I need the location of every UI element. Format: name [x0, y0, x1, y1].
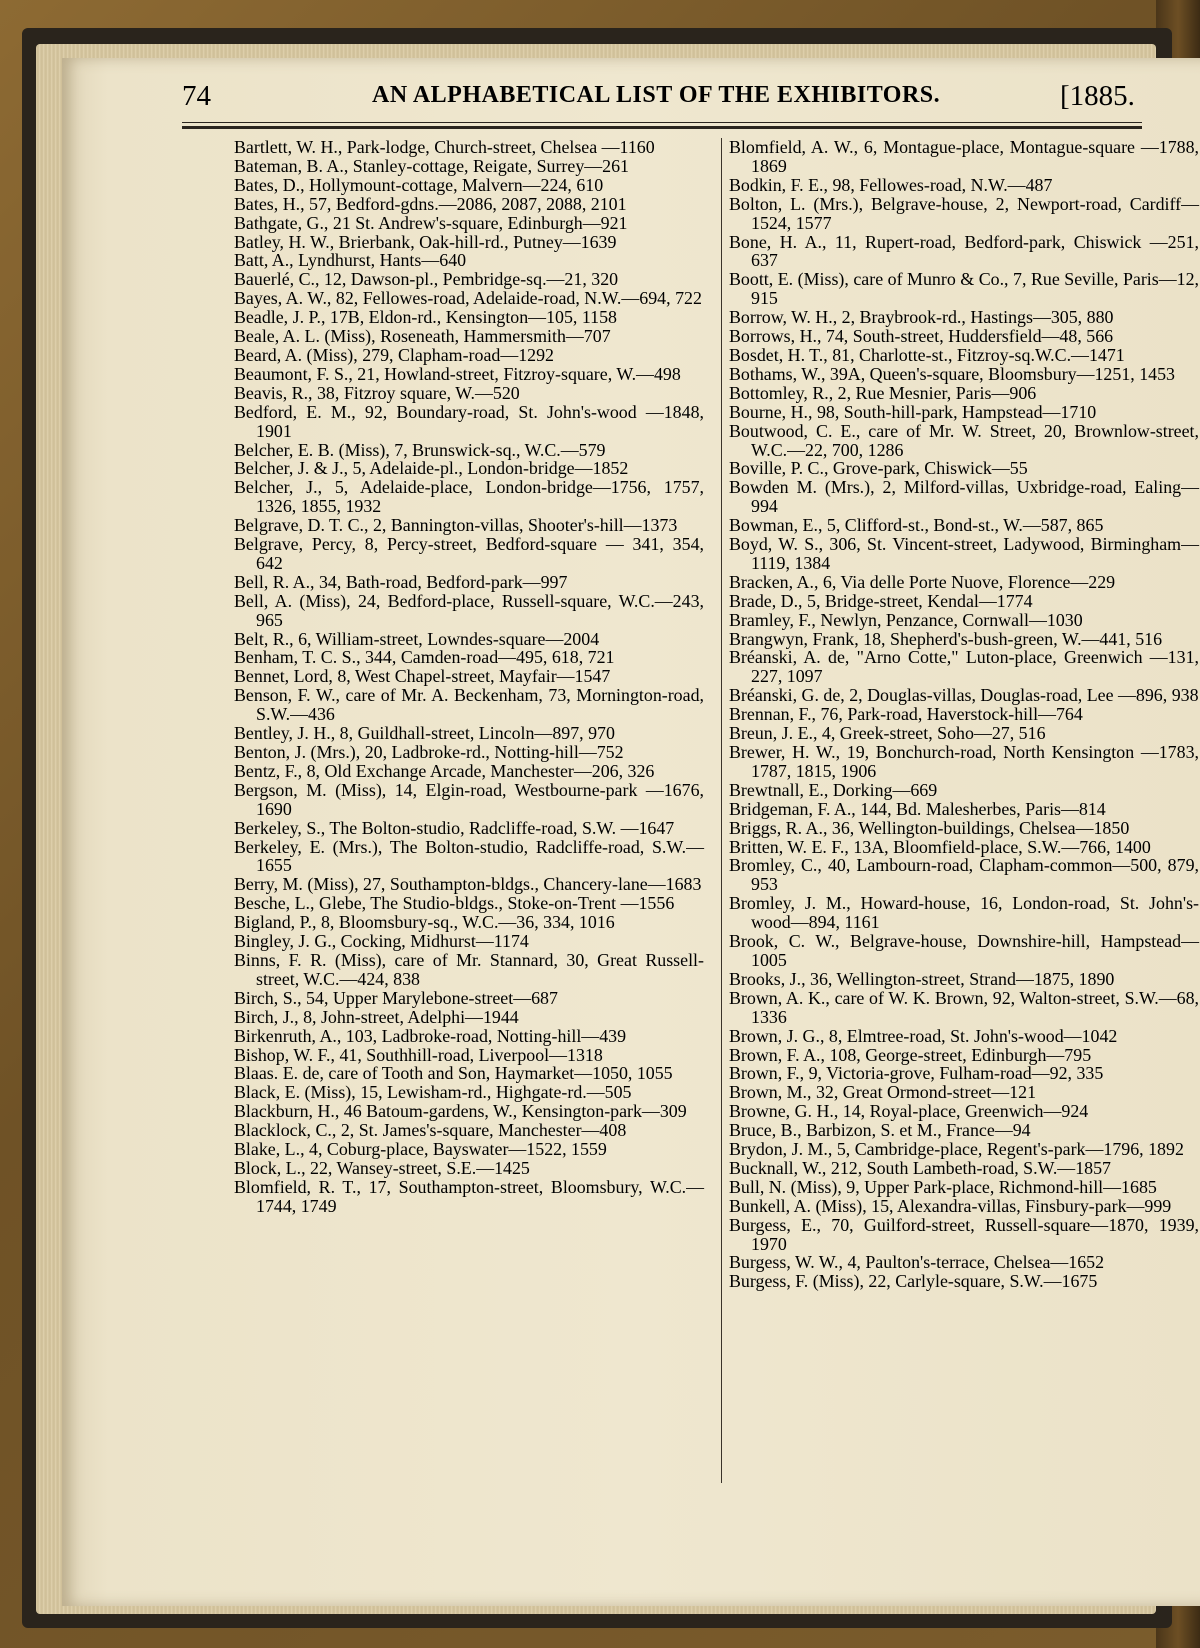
exhibitor-entry: Bateman, B. A., Stanley-cottage, Reigate, Surrey—261: [234, 155, 629, 176]
year-label: [1885.: [1060, 80, 1135, 112]
exhibitor-entry: Bartlett, W. H., Park-lodge, Church-street, Chelsea —1160: [234, 137, 655, 157]
exhibitor-entry: Bentley, J. H., 8, Guildhall-street, Lincoln—897, 970: [234, 723, 615, 744]
exhibitor-entry: Breun, J. E., 4, Greek-street, Soho—27, 516: [729, 723, 1046, 744]
exhibitor-entry: Blomfield, R. T., 17, Southampton-street, Bloomsbury, W.C.—1744, 1749: [234, 1176, 704, 1216]
exhibitor-entry: Blaas. E. de, care of Tooth and Son, Haymarket—1050, 1055: [234, 1063, 673, 1084]
exhibitor-entry: Batt, A., Lyndhurst, Hants—640: [234, 250, 467, 271]
exhibitor-entry: Bolton, L. (Mrs.), Belgrave-house, 2, Newport-road, Cardiff—1524, 1577: [729, 193, 1199, 233]
exhibitor-entry: Brewtnall, E., Dorking—669: [729, 779, 938, 800]
exhibitor-entry: Birkenruth, A., 103, Ladbroke-road, Notting-hill—439: [234, 1025, 627, 1046]
page-number: 74: [182, 80, 211, 112]
exhibitor-entry: Boville, P. C., Grove-park, Chiswick—55: [729, 458, 1028, 479]
exhibitor-entry: Bayes, A. W., 82, Fellowes-road, Adelaide-road, N.W.—694, 722: [234, 288, 702, 309]
exhibitor-entry: Bates, D., Hollymount-cottage, Malvern—224, 610: [234, 174, 604, 195]
exhibitor-entry: Beavis, R., 38, Fitzroy square, W.—520: [234, 382, 520, 403]
exhibitor-entry: Borrow, W. H., 2, Braybrook-rd., Hastings—305, 880: [729, 307, 1114, 328]
exhibitor-entry: Blacklock, C., 2, St. James's-square, Manchester—408: [234, 1120, 627, 1141]
exhibitor-entry: Block, L., 22, Wansey-street, S.E.—1425: [234, 1157, 530, 1178]
exhibitor-entry: Brennan, F., 76, Park-road, Haverstock-hill—764: [729, 704, 1083, 725]
exhibitor-entry: Burgess, F. (Miss), 22, Carlyle-square, S.W.—1675: [729, 1271, 1098, 1292]
exhibitor-entry: Brook, C. W., Belgrave-house, Downshire-hill, Hampstead—1005: [729, 931, 1199, 970]
exhibitor-entry: Bramley, F., Newlyn, Penzance, Cornwall—1030: [729, 609, 1083, 630]
exhibitor-entry: Boyd, W. S., 306, St. Vincent-street, Ladywood, Birmingham—1119, 1384: [729, 534, 1199, 573]
exhibitor-entry: Berkeley, S., The Bolton-studio, Radcliffe-road, S.W. —1647: [234, 817, 675, 838]
exhibitor-entry: Belgrave, Percy, 8, Percy-street, Bedford-square — 341, 354, 642: [234, 534, 704, 573]
exhibitor-entry: Bothams, W., 39A, Queen's-square, Bloomsbury—1251, 1453: [729, 363, 1175, 384]
exhibitor-entry: Bottomley, R., 2, Rue Mesnier, Paris—906: [729, 382, 1037, 403]
exhibitor-entry: Bréanski, A. de, "Arno Cotte," Luton-place, Greenwich —131, 227, 1097: [729, 647, 1199, 687]
exhibitor-entry: Belgrave, D. T. C., 2, Bannington-villas, Shooter's-hill—1373: [234, 515, 678, 536]
exhibitor-entry: Bosdet, H. T., 81, Charlotte-st., Fitzroy-sq.W.C.—1471: [729, 344, 1125, 365]
exhibitor-entry: Blake, L., 4, Coburg-place, Bayswater—1522, 1559: [234, 1139, 607, 1160]
exhibitor-entry: Bucknall, W., 212, South Lambeth-road, S.W.—1857: [729, 1157, 1111, 1178]
exhibitor-entry: Bodkin, F. E., 98, Fellowes-road, N.W.—487: [729, 174, 1053, 195]
exhibitor-entry: Bennet, Lord, 8, West Chapel-street, Mayfair—1547: [234, 666, 611, 687]
exhibitor-entry: Bingley, J. G., Cocking, Midhurst—1174: [234, 931, 529, 952]
exhibitor-entry: Bone, H. A., 11, Rupert-road, Bedford-park, Chiswick —251, 637: [729, 231, 1199, 271]
exhibitor-entry: Bridgeman, F. A., 144, Bd. Malesherbes, Paris—814: [729, 798, 1106, 819]
exhibitor-entry: Brangwyn, Frank, 18, Shepherd's-bush-green, W.—441, 516: [729, 628, 1163, 649]
exhibitor-entry: Bergson, M. (Miss), 14, Elgin-road, Westbourne-park —1676, 1690: [234, 779, 704, 819]
column-divider: [721, 138, 722, 1483]
exhibitor-entry: Beadle, J. P., 17B, Eldon-rd., Kensington—105, 1158: [234, 307, 617, 328]
exhibitor-entry: Brown, F. A., 108, George-street, Edinburgh—795: [729, 1044, 1092, 1065]
exhibitor-entry: Brown, M., 32, Great Ormond-street—121: [729, 1082, 1037, 1103]
exhibitor-entry: Bull, N. (Miss), 9, Upper Park-place, Richmond-hill—1685: [729, 1176, 1157, 1197]
exhibitor-entry: Bowden M. (Mrs.), 2, Milford-villas, Uxbridge-road, Ealing—994: [729, 477, 1199, 517]
exhibitor-entry: Brooks, J., 36, Wellington-street, Strand—1875, 1890: [729, 968, 1115, 989]
exhibitor-entry: Black, E. (Miss), 15, Lewisham-rd., Highgate-rd.—505: [234, 1082, 632, 1103]
exhibitor-entry: Beaumont, F. S., 21, Howland-street, Fitzroy-square, W.—498: [234, 363, 681, 384]
exhibitor-entry: Bourne, H., 98, South-hill-park, Hampstead—1710: [729, 401, 1097, 422]
exhibitor-entry: Bréanski, G. de, 2, Douglas-villas, Douglas-road, Lee —896, 938: [729, 685, 1199, 706]
exhibitor-entry: Boott, E. (Miss), care of Munro & Co., 7, Rue Seville, Paris—12, 915: [729, 269, 1199, 309]
exhibitor-entry: Blackburn, H., 46 Batoum-gardens, W., Kensington-park—309: [234, 1101, 687, 1122]
exhibitor-entry: Batley, H. W., Brierbank, Oak-hill-rd., Putney—1639: [234, 231, 617, 252]
exhibitor-entry: Boutwood, C. E., care of Mr. W. Street, 20, Brownlow-street, W.C.—22, 700, 1286: [729, 420, 1199, 460]
exhibitor-entry: Burgess, E., 70, Guilford-street, Russell-square—1870, 1939, 1970: [729, 1214, 1199, 1254]
exhibitor-entry: Benson, F. W., care of Mr. A. Beckenham, 73, Mornington-road, S.W.—436: [234, 685, 704, 725]
running-title: AN ALPHABETICAL LIST OF THE EXHIBITORS.: [372, 82, 941, 108]
exhibitor-entry: Binns, F. R. (Miss), care of Mr. Stannard, 30, Great Russell-street, W.C.—424, 838: [234, 949, 704, 989]
exhibitor-entry: Birch, S., 54, Upper Marylebone-street—687: [234, 987, 558, 1008]
exhibitor-entry: Belcher, J. & J., 5, Adelaide-pl., London-bridge—1852: [234, 458, 629, 479]
exhibitor-entry: Belcher, E. B. (Miss), 7, Brunswick-sq., W.C.—579: [234, 439, 606, 460]
exhibitor-entry: Bowman, E., 5, Clifford-st., Bond-st., W.—587, 865: [729, 515, 1104, 536]
exhibitor-entry: Berkeley, E. (Mrs.), The Bolton-studio, Radcliffe-road, S.W.—1655: [234, 836, 704, 876]
exhibitor-entry: Beale, A. L. (Miss), Roseneath, Hammersmith—707: [234, 326, 611, 347]
page-header: [182, 72, 1182, 122]
exhibitor-entry: Bell, R. A., 34, Bath-road, Bedford-park—997: [234, 571, 568, 592]
exhibitor-entry: Bates, H., 57, Bedford-gdns.—2086, 2087, 2088, 2101: [234, 193, 627, 214]
exhibitor-entry: Birch, J., 8, John-street, Adelphi—1944: [234, 1006, 519, 1027]
exhibitor-entry: Brown, J. G., 8, Elmtree-road, St. John's-wood—1042: [729, 1025, 1118, 1046]
exhibitor-entry: Benham, T. C. S., 344, Camden-road—495, 618, 721: [234, 647, 615, 668]
exhibitor-entry: Brown, F., 9, Victoria-grove, Fulham-road—92, 335: [729, 1063, 1104, 1084]
exhibitor-entry: Besche, L., Glebe, The Studio-bldgs., Stoke-on-Trent —1556: [234, 893, 675, 914]
exhibitor-entry: Burgess, W. W., 4, Paulton's-terrace, Chelsea—1652: [729, 1252, 1105, 1273]
exhibitor-entry: Brade, D., 5, Bridge-street, Kendal—1774: [729, 590, 1033, 611]
exhibitor-entry: Beard, A. (Miss), 279, Clapham-road—1292: [234, 344, 554, 365]
exhibitor-entry: Britten, W. E. F., 13A, Bloomfield-place, S.W.—766, 1400: [729, 836, 1151, 857]
exhibitor-entry: Bromley, J. M., Howard-house, 16, London-road, St. John's-wood—894, 1161: [729, 893, 1199, 933]
exhibitor-entry: Bathgate, G., 21 St. Andrew's-square, Edinburgh—921: [234, 212, 628, 233]
exhibitor-entry: Bauerlé, C., 12, Dawson-pl., Pembridge-sq.—21, 320: [234, 269, 619, 290]
exhibitor-entry: Brydon, J. M., 5, Cambridge-place, Regent's-park—1796, 1892: [729, 1139, 1184, 1160]
left-column: [234, 138, 704, 1216]
header-rule-thick: [182, 126, 1142, 129]
exhibitor-entry: Berry, M. (Miss), 27, Southampton-bldgs., Chancery-lane—1683: [234, 874, 702, 895]
exhibitor-entry: Bunkell, A. (Miss), 15, Alexandra-villas, Finsbury-park—999: [729, 1195, 1172, 1216]
right-column: [729, 138, 1199, 1291]
exhibitor-entry: Browne, G. H., 14, Royal-place, Greenwich—924: [729, 1101, 1089, 1122]
exhibitor-entry: Belt, R., 6, William-street, Lowndes-square—2004: [234, 628, 600, 649]
exhibitor-entry: Brown, A. K., care of W. K. Brown, 92, Walton-street, S.W.—68, 1336: [729, 987, 1199, 1027]
exhibitor-entry: Blomfield, A. W., 6, Montague-place, Montague-square —1788, 1869: [729, 137, 1199, 176]
exhibitor-entry: Bentz, F., 8, Old Exchange Arcade, Manchester—206, 326: [234, 760, 655, 781]
header-rule-thin: [182, 122, 1142, 123]
exhibitor-entry: Bruce, B., Barbizon, S. et M., France—94: [729, 1120, 1031, 1141]
exhibitor-entry: Bedford, E. M., 92, Boundary-road, St. John's-wood —1848, 1901: [234, 401, 704, 441]
exhibitor-entry: Bell, A. (Miss), 24, Bedford-place, Russell-square, W.C.—243, 965: [234, 590, 704, 630]
exhibitor-entry: Brewer, H. W., 19, Bonchurch-road, North Kensington —1783, 1787, 1815, 1906: [729, 742, 1199, 781]
exhibitor-entry: Benton, J. (Mrs.), 20, Ladbroke-rd., Notting-hill—752: [234, 742, 624, 762]
exhibitor-entry: Bishop, W. F., 41, Southhill-road, Liverpool—1318: [234, 1044, 603, 1065]
exhibitor-entry: Bracken, A., 6, Via delle Porte Nuove, Florence—229: [729, 571, 1116, 592]
exhibitor-entry: Briggs, R. A., 36, Wellington-buildings, Chelsea—1850: [729, 817, 1130, 838]
exhibitor-entry: Bromley, C., 40, Lambourn-road, Clapham-common—500, 879, 953: [729, 855, 1199, 895]
exhibitor-entry: Bigland, P., 8, Bloomsbury-sq., W.C.—36, 334, 1016: [234, 912, 615, 933]
exhibitor-entry: Borrows, H., 74, South-street, Huddersfield—48, 566: [729, 326, 1114, 347]
exhibitor-entry: Belcher, J., 5, Adelaide-place, London-bridge—1756, 1757, 1326, 1855, 1932: [234, 477, 704, 517]
